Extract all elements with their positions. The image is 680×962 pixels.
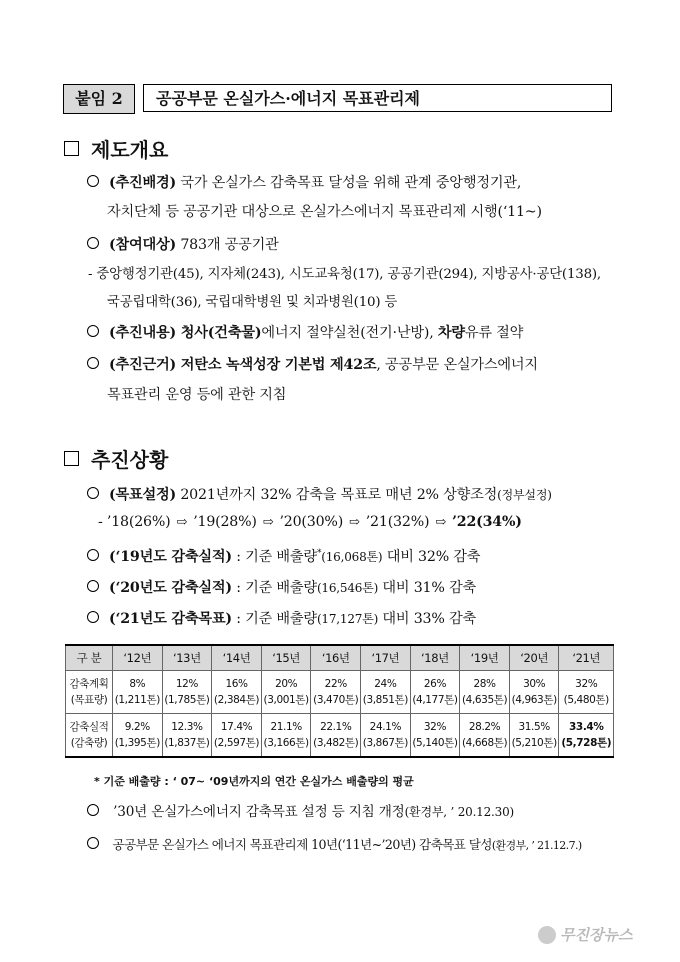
item-goal: (목표설정) 2021년까지 32% 감축을 목표로 매년 2% 상향조정(정부설정) <box>87 484 552 504</box>
circle-bullet-icon <box>87 804 99 816</box>
arrow-right-icon: ⇨ <box>349 515 360 530</box>
table-cell: 22% (3,470톤) <box>311 671 361 714</box>
arrow-right-icon: ⇨ <box>176 515 188 530</box>
watermark: 무진장뉴스 <box>560 926 633 944</box>
table-cell: 9.2% (1,395톤) <box>113 714 163 758</box>
year-header: ‘18년 <box>410 645 460 671</box>
table-cell: 28% (4,635톤) <box>460 671 510 714</box>
participants-list: - 중앙행정기관(45), 지자체(243), 시도교육청(17), 공공기관(294), 지방공사·공단(138), <box>88 267 601 282</box>
table-cell: 20% (3,001톤) <box>261 671 311 714</box>
table-cell: 17.4% (2,597톤) <box>212 714 262 758</box>
item-participants: (참여대상) 783개 공공기관 <box>87 234 279 254</box>
circle-bullet-icon <box>87 549 99 561</box>
bottom-item-achievement: 공공부문 온실가스 에너지 목표관리제 10년(‘11년~’20년) 감축목표 달성(환경부, ’ 21.12.7.) <box>87 834 582 853</box>
circle-bullet-icon <box>87 580 99 592</box>
goal-steps: - ’18(26%) ⇨ ’19(28%) ⇨ ’20(30%) ⇨ ’21(32%) ⇨ ’22(34%) <box>98 514 522 530</box>
watermark-logo-icon <box>538 926 556 944</box>
year-header: ‘12년 <box>113 645 163 671</box>
row-label: 감축실적 (감축량) <box>66 714 113 758</box>
square-bullet-icon <box>64 451 79 466</box>
table-cell: 22.1% (3,482톤) <box>311 714 361 758</box>
circle-bullet-icon <box>87 237 99 249</box>
section-heading-status: 추진상황 <box>64 444 168 473</box>
year-header: ‘15년 <box>261 645 311 671</box>
table-cell: 28.2% (4,668톤) <box>460 714 510 758</box>
table-header-label: 구 분 <box>66 645 113 671</box>
year-header: ‘17년 <box>361 645 411 671</box>
table-row <box>66 714 614 758</box>
item-basis: (추진근거) 저탄소 녹색성장 기본법 제42조, 공공부문 온실가스에너지 <box>87 354 538 374</box>
table-cell: 16% (2,384톤) <box>212 671 262 714</box>
table-cell: 12.3% (1,837톤) <box>162 714 212 758</box>
circle-bullet-icon <box>87 175 99 187</box>
section-heading-overview: 제도개요 <box>64 134 168 163</box>
arrow-right-icon: ⇨ <box>262 515 274 530</box>
table-cell: 8% (1,211톤) <box>113 671 163 714</box>
table-cell: 32% (5,480톤) <box>559 671 614 714</box>
circle-bullet-icon <box>87 487 99 499</box>
item-background-cont: 자치단체 등 공공기관 대상으로 온실가스에너지 목표관리제 시행(‘11~) <box>107 204 542 220</box>
table-cell: 12% (1,785톤) <box>162 671 212 714</box>
result-2019: (‘19년도 감축실적) : 기준 배출량*(16,068톤) 대비 32% 감축 <box>87 546 480 566</box>
item-content: (추진내용) 청사(건축물)에너지 절약실천(전기·난방), 차량유류 절약 <box>87 322 523 342</box>
year-header: ‘20년 <box>509 645 559 671</box>
year-header: ‘16년 <box>311 645 361 671</box>
table-row <box>66 671 614 714</box>
attachment-tag: 붙임 2 <box>63 84 135 114</box>
circle-bullet-icon <box>87 325 99 337</box>
table-cell: 32% (5,140톤) <box>410 714 460 758</box>
year-header: ‘14년 <box>212 645 262 671</box>
item-basis-cont: 목표관리 운영 등에 관한 지침 <box>107 387 287 403</box>
square-bullet-icon <box>64 141 79 156</box>
circle-bullet-icon <box>87 837 99 849</box>
table-cell: 33.4% (5,728톤) <box>559 714 614 758</box>
row-label: 감축계획 (목표량) <box>66 671 113 714</box>
attachment-title: 공공부문 온실가스·에너지 목표관리제 <box>143 84 612 112</box>
attachment-header <box>63 84 614 114</box>
footnote: * 기준 배출량 : ‘ 07~ ‘09년까지의 연간 온실가스 배출량의 평균 <box>94 775 414 788</box>
circle-bullet-icon <box>87 357 99 369</box>
table-cell: 30% (4,963톤) <box>509 671 559 714</box>
table-cell: 21.1% (3,166톤) <box>261 714 311 758</box>
target-2021: (‘21년도 감축목표) : 기준 배출량(17,127톤) 대비 33% 감축 <box>87 608 476 628</box>
table-cell: 24% (3,851톤) <box>361 671 411 714</box>
circle-bullet-icon <box>87 611 99 623</box>
result-2020: (‘20년도 감축실적) : 기준 배출량(16,546톤) 대비 31% 감축 <box>87 577 476 597</box>
participants-list-cont: 국공립대학(36), 국립대학병원 및 치과병원(10) 등 <box>107 295 398 310</box>
table-cell: 31.5% (5,210톤) <box>509 714 559 758</box>
reduction-table <box>65 644 614 758</box>
year-header: ‘19년 <box>460 645 510 671</box>
year-header: ‘21년 <box>559 645 614 671</box>
arrow-right-icon: ⇨ <box>435 515 447 530</box>
table-cell: 26% (4,177톤) <box>410 671 460 714</box>
table-cell: 24.1% (3,867톤) <box>361 714 411 758</box>
table-header-row <box>66 645 614 671</box>
bottom-item-guideline: ’30년 온실가스에너지 감축목표 설정 등 지침 개정(환경부, ’ 20.12.30) <box>87 800 514 820</box>
item-background: (추진배경) 국가 온실가스 감축목표 달성을 위해 관계 중앙행정기관, <box>87 172 521 192</box>
year-header: ‘13년 <box>162 645 212 671</box>
